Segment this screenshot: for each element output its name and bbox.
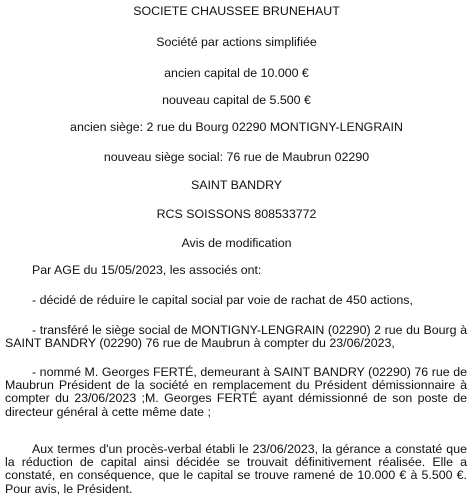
item-seat-transfer: - transféré le siège social de MONTIGNY-LENGRAIN (02290) 2 rue du Bourg à SAINT BANDRY (02290) 76 rue de Maubrun à compter du 23/06/2023,: [5, 323, 467, 351]
new-capital: nouveau capital de 5.500 €: [162, 93, 311, 107]
intro-paragraph: Par AGE du 15/05/2023, les associés ont:: [32, 263, 262, 277]
old-capital: ancien capital de 10.000 €: [164, 66, 309, 80]
company-name: SOCIETE CHAUSSEE BRUNEHAUT: [133, 4, 340, 18]
notice-title: Avis de modification: [181, 236, 292, 250]
item-president-appointment: - nommé M. Georges FERTÉ, demeurant à SAINT BANDRY (02290) 76 rue de Maubrun Président de la société en remplacement du Président démissionnaire à compter du 23/06/2023 ;M. Georges FERTÉ ayant démissionné de son poste de directeur général à cette même date ;: [5, 365, 467, 419]
old-seat: ancien siège: 2 rue du Bourg 02290 MONTIGNY-LENGRAIN: [70, 120, 403, 134]
conclusion-paragraph: Aux termes d'un procès-verbal établi le 23/06/2023, la gérance a constaté que la réduction de capital ainsi décidée se trouvait définitivement réalisée. Elle a constaté, en conséquence, que le capital se trouve ramené de 10.000 € à 5.500 €. Pour avis, le Président.: [5, 442, 467, 496]
new-seat-line-1: nouveau siège social: 76 rue de Maubrun 02290: [103, 150, 370, 164]
new-seat-line-2: SAINT BANDRY: [190, 178, 283, 192]
item-capital-reduction: - décidé de réduire le capital social par voie de rachat de 450 actions,: [32, 293, 413, 307]
rcs-number: RCS SOISSONS 808533772: [156, 207, 317, 221]
company-form: Société par actions simplifiée: [156, 35, 317, 49]
